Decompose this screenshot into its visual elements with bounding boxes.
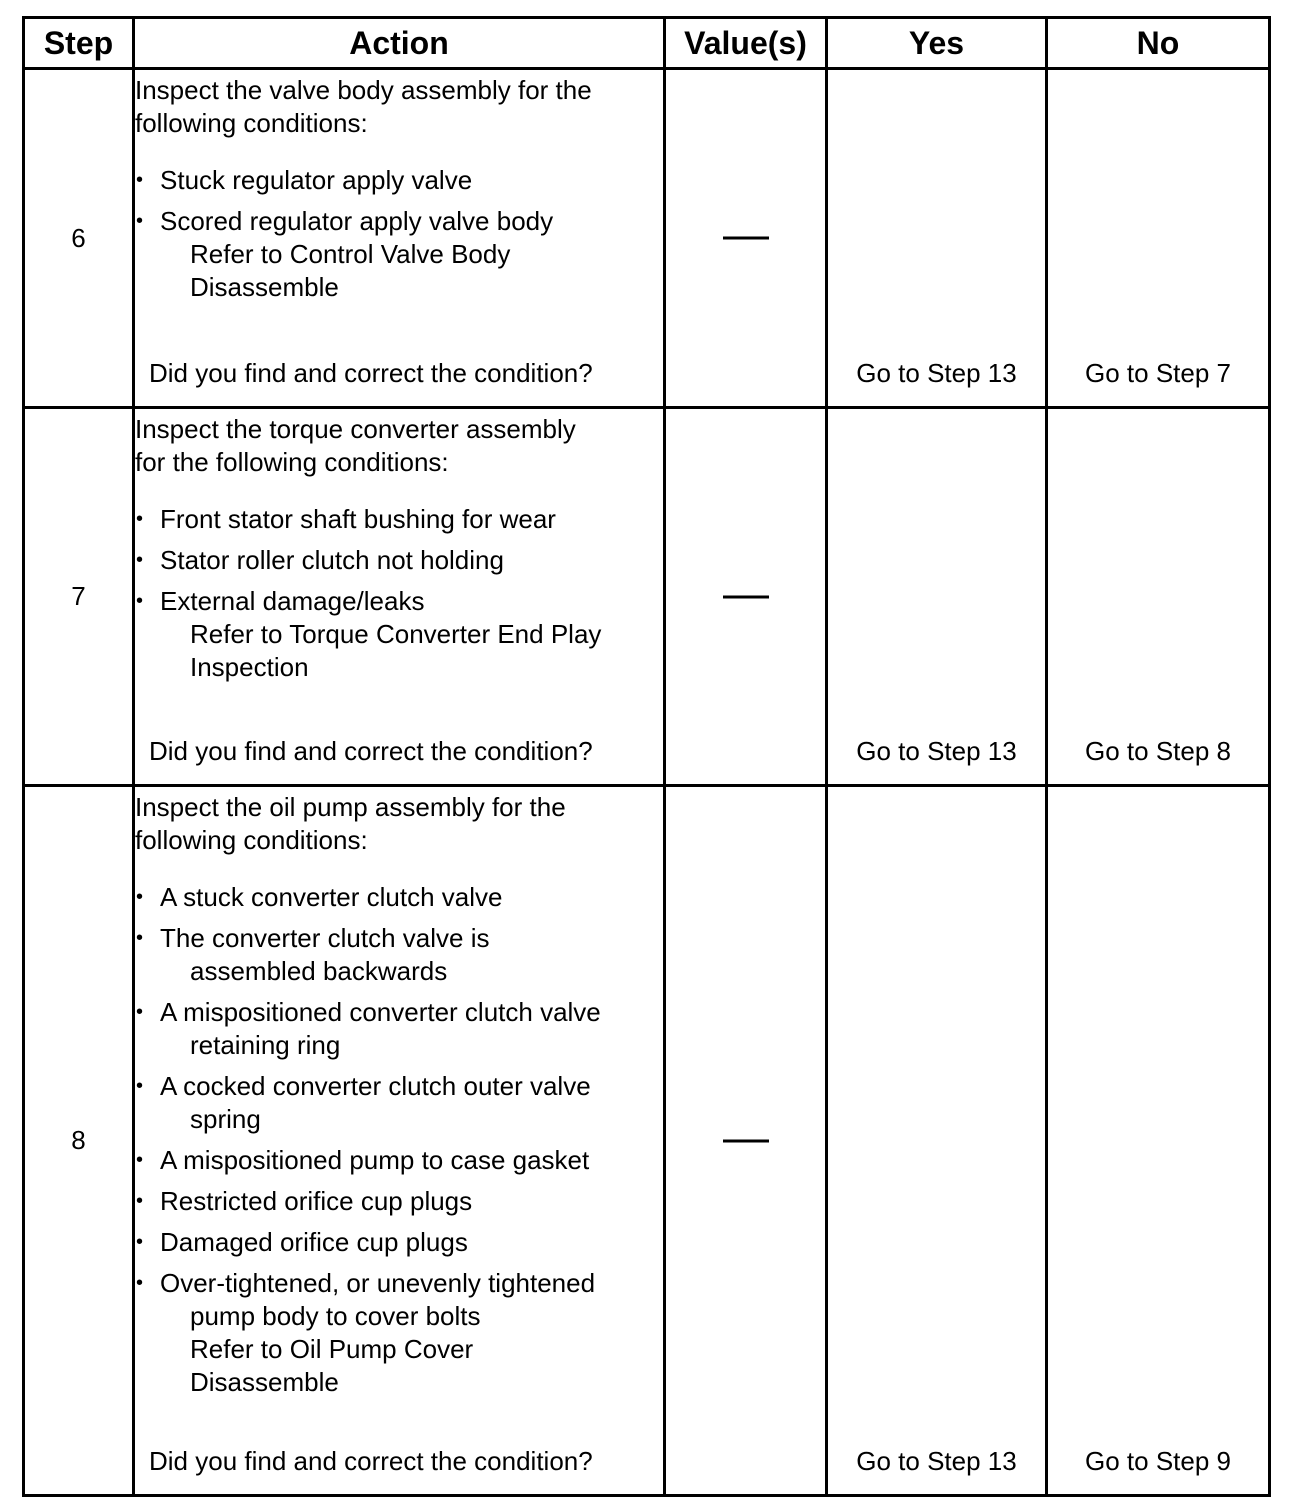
yes-cell [827, 69, 1047, 408]
list-item: • Damaged orifice cup plugs [135, 1226, 663, 1259]
list-item: • A mispositioned converter clutch valve retaining ring [135, 996, 663, 1062]
list-item: • A stuck converter clutch valve [135, 881, 663, 914]
action-cell [134, 408, 665, 786]
step-number: 6 [24, 69, 134, 408]
table-row [24, 69, 1270, 408]
no-cell [1047, 69, 1270, 408]
condition-list [135, 503, 663, 684]
action-question: Did you find and correct the condition? [149, 736, 593, 766]
diagnostic-table [22, 16, 1271, 1497]
action-question: Did you find and correct the condition? [149, 358, 593, 388]
no-goto: Go to Step 9 [1085, 1446, 1231, 1476]
header-step: Step [24, 18, 134, 69]
yes-cell [827, 786, 1047, 1496]
list-item: • The converter clutch valve is assembled backwards [135, 922, 663, 988]
step-number: 7 [24, 408, 134, 786]
no-cell [1047, 408, 1270, 786]
condition-list [135, 164, 663, 304]
list-item: • Front stator shaft bushing for wear [135, 503, 663, 536]
no-cell [1047, 786, 1270, 1496]
list-item: • Stuck regulator apply valve [135, 164, 663, 197]
list-item: • Stator roller clutch not holding [135, 544, 663, 577]
action-intro: Inspect the valve body assembly for the following conditions: [135, 75, 592, 138]
list-item: • External damage/leaks Refer to Torque Converter End Play Inspection [135, 585, 663, 684]
value-dash [723, 1139, 769, 1142]
header-row [24, 18, 1270, 69]
action-cell [134, 69, 665, 408]
table-row [24, 786, 1270, 1496]
list-item: • A cocked converter clutch outer valve spring [135, 1070, 663, 1136]
action-cell [134, 786, 665, 1496]
yes-goto: Go to Step 13 [856, 358, 1017, 388]
action-question: Did you find and correct the condition? [149, 1446, 593, 1476]
header-no: No [1047, 18, 1270, 69]
yes-goto: Go to Step 13 [856, 1446, 1017, 1476]
header-yes: Yes [827, 18, 1047, 69]
value-dash [723, 595, 769, 598]
list-item: • Scored regulator apply valve body Refer to Control Valve Body Disassemble [135, 205, 663, 304]
value-cell [665, 69, 827, 408]
value-cell [665, 408, 827, 786]
yes-goto: Go to Step 13 [856, 736, 1017, 766]
yes-cell [827, 408, 1047, 786]
value-dash [723, 237, 769, 240]
action-intro: Inspect the torque converter assembly for the following conditions: [135, 414, 576, 477]
action-intro: Inspect the oil pump assembly for the following conditions: [135, 792, 566, 855]
list-item: • Restricted orifice cup plugs [135, 1185, 663, 1218]
list-item: • Over-tightened, or unevenly tightened pump body to cover bolts Refer to Oil Pump Cover Disassemble [135, 1267, 663, 1399]
list-item: • A mispositioned pump to case gasket [135, 1144, 663, 1177]
step-number: 8 [24, 786, 134, 1496]
header-values: Value(s) [665, 18, 827, 69]
value-cell [665, 786, 827, 1496]
no-goto: Go to Step 7 [1085, 358, 1231, 388]
header-action: Action [134, 18, 665, 69]
condition-list [135, 881, 663, 1399]
no-goto: Go to Step 8 [1085, 736, 1231, 766]
table-row [24, 408, 1270, 786]
